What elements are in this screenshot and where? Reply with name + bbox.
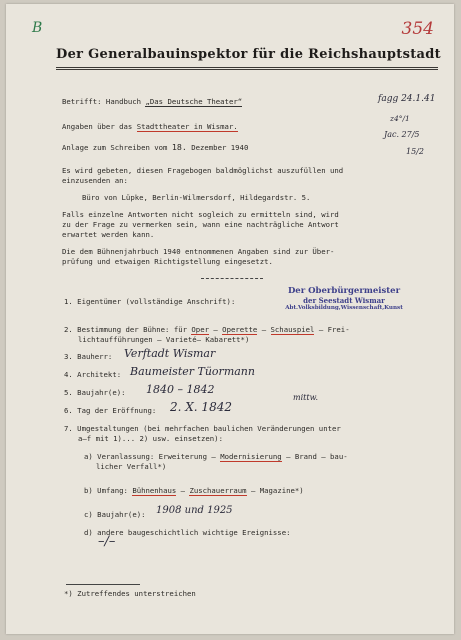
corner-mark: B [32, 20, 43, 36]
q2-sep-2: — [257, 325, 271, 334]
answer-architekt: Baumeister Tüormann [130, 365, 255, 378]
question-6: 6. Tag der Eröffnung: [64, 406, 157, 415]
theater-line [62, 122, 238, 131]
answer-umbau: 1908 und 1925 [156, 505, 233, 516]
q7b-rest: — Magazine*) [246, 486, 304, 495]
stamp-line-2: der Seestadt Wismar [303, 296, 385, 305]
question-7a-line-2: licher Verfall*) [96, 462, 167, 471]
question-7a [84, 452, 348, 461]
annotation-1: fagg 24.1.41 [378, 94, 436, 104]
question-4: 4. Architekt: [64, 370, 122, 379]
q7b-buehnenhaus: Bühnenhaus [132, 486, 177, 495]
answer-baujahr: 1840 – 1842 [146, 383, 215, 396]
footnote: *) Zutreffendes unterstreichen [64, 589, 196, 598]
question-7-line-1: 7. Umgestaltungen (bei mehrfachen baulichen Veränderungen unter [64, 424, 341, 433]
subject-line [62, 97, 242, 106]
q7b-prefix: b) Umfang: [84, 486, 133, 495]
attachment-prefix: Anlage zum Schreiben vom [62, 143, 172, 152]
q7a-rest: — Brand — bau- [281, 452, 348, 461]
q2-sep-1: — [208, 325, 223, 334]
subject-title: „Das Deutsche Theater“ [145, 97, 243, 106]
answer-bauherr: Verftadt Wismar [124, 347, 216, 360]
answer-eroeffnung: 2. X. 1842 [170, 400, 232, 414]
attachment-day: 18. [171, 142, 187, 152]
question-2-line-2: lichtaufführungen — Varieté— Kabarett*) [78, 335, 250, 344]
theater-name: Stadttheater in Wismar. [136, 122, 238, 131]
source-line-2: prüfung und etwaigen Richtigstellung eingesetzt. [62, 257, 273, 266]
source-line-1: Die dem Bühnenjahrbuch 1940 entnommenen Angaben sind zur Über- [62, 247, 335, 256]
q2-schauspiel: Schauspiel [270, 325, 315, 334]
document-page [6, 4, 454, 634]
page-header: Der Generalbauinspektor für die Reichshauptstadt [56, 47, 441, 62]
question-5: 5. Baujahr(e): [64, 388, 126, 397]
official-stamp [285, 286, 403, 311]
address-line: Büro von Lüpke, Berlin-Wilmersdorf, Hildegardstr. 5. [82, 193, 311, 202]
request-line-1: Es wird gebeten, diesen Fragebogen baldmöglichst auszufüllen und [62, 166, 344, 175]
note-line-2: zu der Frage zu vermerken sein, wann eine nachträgliche Antwort [62, 220, 339, 229]
theater-prefix: Angaben über das [62, 122, 137, 131]
question-7-line-2: a—f mit 1)... 2) usw. einsetzen): [78, 434, 223, 443]
q2-oper: Oper [191, 325, 209, 334]
header-rule-bottom [56, 69, 438, 70]
attachment-line [62, 142, 248, 152]
question-3: 3. Bauherr: [64, 352, 113, 361]
answer-ereignisse: –/– [98, 534, 116, 549]
footnote-rule [66, 584, 140, 585]
request-line-2: einzusenden an: [62, 176, 128, 185]
q7b-zuschauerraum: Zuschauerraum [189, 486, 247, 495]
stamp-line-1: Der Oberbürgermeister [287, 286, 401, 296]
question-7b [84, 486, 304, 495]
q7a-prefix: a) Veranlassung: Erweiterung — [84, 452, 221, 461]
annotation-3: Jac. 27/5 [384, 130, 420, 139]
q2-prefix: 2. Bestimmung der Bühne: für [64, 325, 192, 334]
note-line-3: erwartet werden kann. [62, 230, 155, 239]
stamp-line-3: Abt.Volksbildung,Wissenschaft,Kunst [285, 305, 403, 311]
subject-prefix: Betrifft: Handbuch [62, 97, 146, 106]
question-2 [64, 325, 350, 334]
note-line-1: Falls einzelne Antworten nicht sogleich zu ermitteln sind, wird [62, 210, 339, 219]
section-divider [201, 278, 263, 279]
attachment-year-end: 0 [243, 143, 249, 152]
annotation-4: 15/2 [406, 147, 424, 156]
page-number: 354 [401, 19, 434, 39]
attachment-month: Dezember 194 [186, 143, 244, 152]
header-rule-top [56, 67, 438, 68]
q7a-modernisierung: Modernisierung [220, 452, 282, 461]
q2-rest: — Frei- [314, 325, 350, 334]
q2-operette: Operette [222, 325, 258, 334]
q7b-sep: — [176, 486, 190, 495]
question-1: 1. Eigentümer (vollständige Anschrift): [64, 297, 236, 306]
annotation-2: z4°/1 [390, 114, 410, 123]
question-7c: c) Baujahr(e): [84, 510, 146, 519]
question-7d: d) andere baugeschichtlich wichtige Ereignisse: [84, 528, 291, 537]
answer-eroeffnung-note: mittw. [293, 393, 319, 402]
